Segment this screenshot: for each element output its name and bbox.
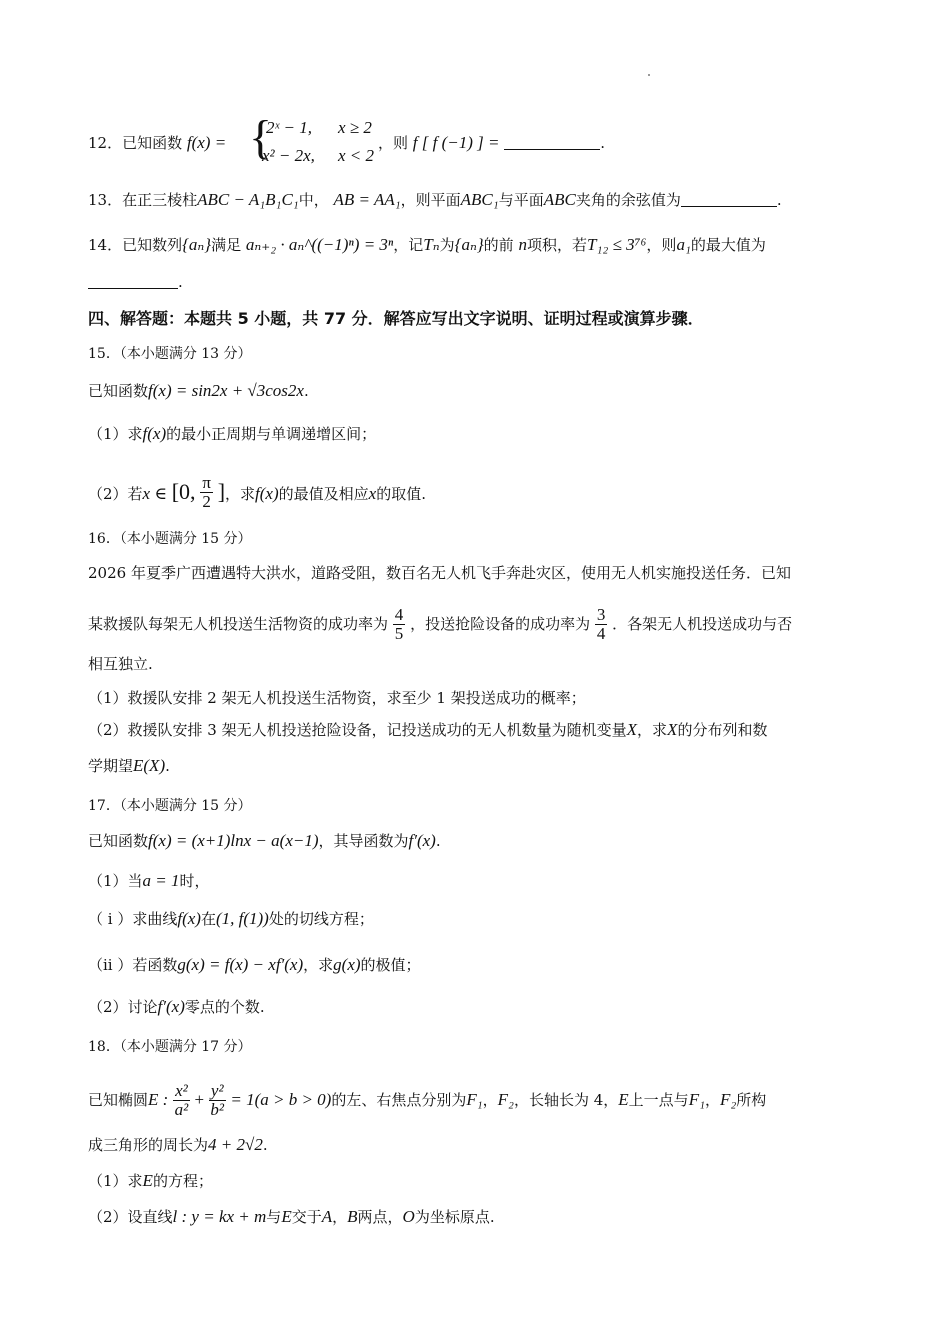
text-span: 学期望 [88, 757, 134, 775]
text-span: ．各架无人机投送成功与否 [612, 615, 793, 633]
text-span: x < 2 [338, 146, 375, 165]
text-span: . [165, 757, 170, 775]
q12-tail [378, 132, 870, 154]
q14 [88, 234, 870, 256]
scan-dot [648, 74, 650, 76]
text-span: + [194, 1090, 205, 1109]
text-span: AB = AA₁ [333, 190, 401, 209]
text-span: ABC₁ [460, 190, 499, 209]
text-span: f′(x) [157, 997, 185, 1016]
text-span: T₁₂ ≤ 3⁷⁶ [586, 235, 647, 254]
text-span: Tₙ [423, 235, 440, 254]
text-span: 与平面 [498, 191, 544, 209]
q18-stem2 [88, 1134, 870, 1156]
text-span: ，长轴长为 4， [513, 1091, 619, 1109]
text-span: 时， [179, 872, 210, 890]
text-span: 为坐标原点. [414, 1208, 495, 1226]
text-span: x [368, 484, 377, 503]
text-span: （1）求 [88, 1172, 143, 1190]
text-span: . [776, 191, 782, 209]
text-span: 的前 [483, 236, 514, 254]
text-span: f(x) = (x+1)lnx − a(x−1) [148, 831, 319, 850]
text-span: （1）当 [88, 872, 143, 890]
text-span: g(x) = f(x) − xf′(x) [177, 955, 304, 974]
text-span: . [262, 1136, 268, 1154]
text-span: a² [174, 1100, 189, 1119]
text-span: 的最大值为 [690, 236, 766, 254]
text-span: E [281, 1207, 292, 1226]
text-span: 夹角的余弦值为 [575, 191, 681, 209]
text-span: （1）求 [88, 425, 143, 443]
text-span: 中， [298, 191, 329, 209]
text-span: ，则平面 [400, 191, 461, 209]
section-heading: 四、解答题：本题共 5 小题，共 77 分．解答应写出文字说明、证明过程或演算步骤． [88, 309, 704, 328]
text-span: 成三角形的周长为 [88, 1136, 209, 1154]
q12-case2 [262, 146, 315, 166]
q18-part1 [88, 1170, 870, 1192]
q15-stem [88, 380, 870, 402]
text-span: . [600, 134, 606, 152]
q16-stem2 [88, 606, 870, 643]
text-span: . [303, 382, 309, 400]
text-span: 的最小正周期与单调递增区间； [166, 425, 377, 443]
text-span: （2）救援队安排 3 架无人机投送抢险设备，记投送成功的无人机数量为随机变量 [88, 721, 627, 739]
text-span: F₂ [497, 1090, 514, 1109]
q16-part1: （1）救援队安排 2 架无人机投送生活物资，求至少 1 架投送成功的概率； [88, 689, 586, 707]
text-span: . [178, 273, 183, 291]
text-span: ，投送抢险设备的成功率为 [410, 615, 591, 633]
text-span: ，则 [646, 236, 677, 254]
text-span: 已知函数 [88, 382, 149, 400]
q14-answer [88, 271, 870, 293]
text-span: 3 [596, 605, 606, 624]
q17-head: 17．（本小题满分 15 分） [88, 798, 252, 814]
q16-part2-cont [88, 755, 870, 777]
text-span: 某救援队每架无人机投送生活物资的成功率为 [88, 615, 389, 633]
q12-brace: { [249, 111, 273, 164]
text-span: ] [217, 479, 226, 504]
q15-head: 15．（本小题满分 13 分） [88, 346, 252, 362]
text-span: 两点， [357, 1208, 403, 1226]
q17-part1-i [88, 908, 870, 930]
text-span: （2）若 [88, 485, 143, 503]
text-span: 2 [202, 492, 211, 511]
text-span: . [435, 832, 441, 850]
q17-part2 [88, 996, 870, 1018]
text-span: ，其导函数为 [318, 832, 409, 850]
text-span: f(x) = sin2x + √3cos2x [148, 381, 304, 400]
text-span: ，求 [303, 956, 334, 974]
text-span: B [347, 1207, 358, 1226]
text-span: 的左、右焦点分别为 [331, 1091, 467, 1109]
text-span: x ≥ 2 [338, 118, 372, 137]
text-span: （2）讨论 [88, 998, 158, 1016]
text-span: x² [175, 1081, 188, 1100]
q13-prism: ABC − A₁B₁C₁ [197, 190, 299, 209]
q12-cond2 [338, 146, 374, 166]
q17-stem [88, 830, 870, 852]
q12-expr: f [ f (−1) ] = [412, 133, 500, 152]
text-span: x ∈ [142, 484, 167, 503]
text-span: O [402, 1207, 415, 1226]
text-span: ，则 [378, 134, 409, 152]
text-span: f(x) [255, 484, 279, 503]
q14-relation: aₙ₊₂ · aₙ^((−1)ⁿ) = 3ⁿ [245, 235, 394, 254]
text-span: E(X) [133, 756, 166, 775]
q13-blank [681, 192, 777, 207]
text-span: F₁ [688, 1090, 705, 1109]
text-span: 5 [394, 624, 404, 643]
text-span: ，求 [637, 721, 668, 739]
text-span: 13．在正三棱柱 [88, 191, 198, 209]
text-span: 的最值及相应 [278, 485, 369, 503]
text-span: 4 [596, 624, 606, 643]
text-span: 与 [266, 1208, 282, 1226]
text-span: π [202, 473, 211, 492]
q16-part2 [88, 719, 870, 741]
q13 [88, 189, 870, 211]
text-span: 4 [394, 605, 404, 624]
text-span: [0, [171, 479, 196, 504]
text-span: ，求 [225, 485, 256, 503]
text-span: ，记 [393, 236, 424, 254]
q12-case1 [266, 118, 312, 138]
text-span: X [626, 720, 638, 739]
q14-blank [88, 274, 178, 289]
text-span: 的分布列和数 [677, 721, 768, 739]
text-span: 已知椭圆 [88, 1091, 149, 1109]
text-span: l : y = kx + m [172, 1207, 267, 1226]
text-span: E : [148, 1090, 169, 1109]
q17-part1-ii [88, 954, 870, 976]
text-span: F₁ [466, 1090, 483, 1109]
q17-part1 [88, 870, 870, 892]
text-span: （ii ）若函数 [88, 956, 178, 974]
text-span: A [321, 1207, 333, 1226]
q12-label: 12．已知函数 [88, 134, 183, 152]
text-span: f(x) [142, 424, 167, 443]
text-span: {aₙ} [454, 235, 484, 254]
text-span: ， [482, 1091, 498, 1109]
text-span: （2）设直线 [88, 1208, 173, 1226]
q12-cond1 [338, 118, 372, 138]
q15-part1 [88, 423, 870, 445]
text-span: = 1(a > b > 0) [230, 1090, 332, 1109]
text-span: 项积，若 [526, 236, 587, 254]
text-span: n [518, 235, 527, 254]
text-span: 的方程； [152, 1172, 213, 1190]
q16-stem3: 相互独立. [88, 655, 153, 673]
text-span: 14．已知数列 [88, 236, 183, 254]
text-span: 4 + 2√2 [208, 1135, 263, 1154]
text-span: f(x) [177, 909, 201, 928]
text-span: X [667, 720, 678, 739]
text-span: a = 1 [142, 871, 180, 890]
text-span: ， [704, 1091, 720, 1109]
text-span: 上一点与 [628, 1091, 689, 1109]
text-span: ， [332, 1208, 348, 1226]
text-span: 已知函数 [88, 832, 149, 850]
text-span: 的极值； [360, 956, 421, 974]
text-span: E [142, 1171, 153, 1190]
text-span: a₁ [676, 235, 691, 254]
text-span: 零点的个数. [184, 998, 265, 1016]
text-span: (1, f(1)) [215, 909, 269, 928]
q16-stem1: 2026 年夏季广西遭遇特大洪水，道路受阻，数百名无人机飞手奔赴灾区，使用无人机实施投送任务．已知 [88, 564, 791, 582]
text-span: ABC [543, 190, 576, 209]
text-span: 的取值. [376, 485, 426, 503]
q16-head: 16．（本小题满分 15 分） [88, 531, 252, 547]
text-span: F₂ [720, 1090, 737, 1109]
q18-stem1 [88, 1082, 870, 1119]
text-span: 所构 [736, 1091, 767, 1109]
text-span: 为 [439, 236, 455, 254]
text-span: E [618, 1090, 629, 1109]
text-span: {aₙ} [182, 235, 212, 254]
text-span: g(x) [333, 955, 361, 974]
text-span: 在 [200, 910, 216, 928]
q15-part2 [88, 474, 870, 511]
text-span: 满足 [211, 236, 242, 254]
text-span: 处的切线方程； [268, 910, 374, 928]
q18-part2 [88, 1206, 870, 1228]
text-span: （ i ）求曲线 [88, 910, 178, 928]
q18-head: 18．（本小题满分 17 分） [88, 1039, 252, 1055]
text-span: b² [210, 1100, 225, 1119]
q12-blank [504, 135, 600, 150]
text-span: y² [210, 1081, 224, 1100]
text-span: f′(x) [408, 831, 436, 850]
text-span: 2ˣ − 1, [266, 118, 313, 137]
text-span: 交于 [291, 1208, 322, 1226]
text-span: x² − 2x, [262, 146, 315, 165]
q12-fx: f(x) = [186, 133, 227, 152]
